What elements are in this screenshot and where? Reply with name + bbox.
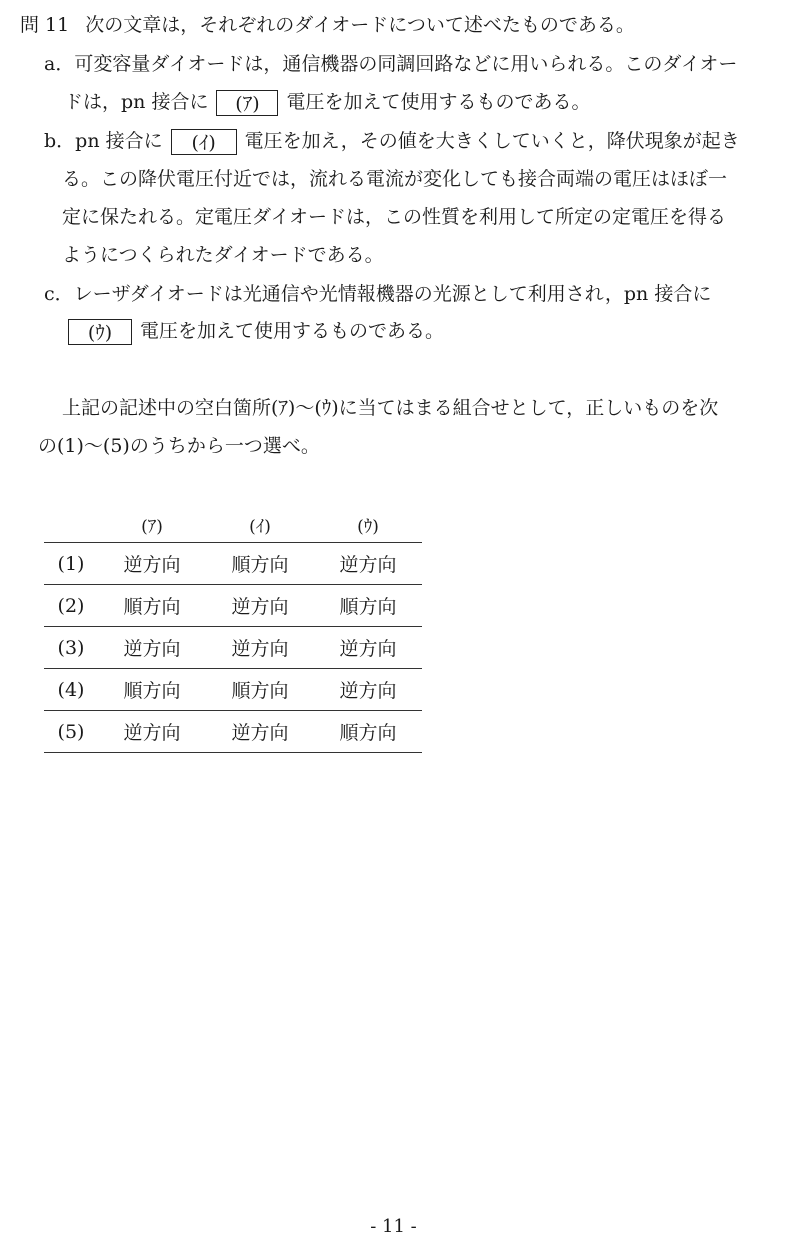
question-header xyxy=(20,12,635,38)
item-b-text-pre: b．pn 接合に xyxy=(44,130,163,152)
option-number: (1) xyxy=(57,552,85,575)
table-cell: 逆方向 xyxy=(123,554,181,576)
item-c-text-post: 電圧を加えて使用するものである。 xyxy=(140,320,445,342)
item-b-line2: る。この降伏電圧付近では，流れる電流が変化しても接合両端の電圧はほぼ一 xyxy=(62,168,728,190)
answer-table xyxy=(44,506,422,753)
question-number: 問 11 xyxy=(20,14,70,36)
question-intro: 次の文章は，それぞれのダイオードについて述べたものである。 xyxy=(85,14,635,36)
table-cell: 順方向 xyxy=(231,554,289,576)
item-b-line1 xyxy=(44,128,740,155)
table-cell: 順方向 xyxy=(123,680,181,702)
item-c-line1: c．レーザダイオードは光通信や光情報機器の光源として利用され，pn 接合に xyxy=(44,283,712,305)
item-a-text-pre: ドは，pn 接合に xyxy=(64,91,209,113)
option-number: (4) xyxy=(57,678,85,701)
instruction-line1: 上記の記述中の空白箇所(ｱ)～(ｳ)に当てはまる組合せとして，正しいものを次 xyxy=(62,397,719,419)
table-cell: 逆方向 xyxy=(123,722,181,744)
table-row xyxy=(44,669,422,711)
option-number: (5) xyxy=(57,720,85,743)
table-cell: 逆方向 xyxy=(339,554,397,576)
item-c-line2 xyxy=(68,318,444,345)
page-number: - 11 - xyxy=(370,1216,417,1237)
table-cell: 逆方向 xyxy=(231,722,289,744)
table-header-row xyxy=(44,506,422,543)
table-header-cell xyxy=(44,506,98,542)
item-b-line3: 定に保たれる。定電圧ダイオードは，この性質を利用して所定の定電圧を得る xyxy=(62,206,727,228)
table-row xyxy=(44,543,422,585)
item-a-text-post: 電圧を加えて使用するものである。 xyxy=(286,91,591,113)
table-cell: 逆方向 xyxy=(231,638,289,660)
table-cell: 順方向 xyxy=(123,596,181,618)
table-cell: 逆方向 xyxy=(339,638,397,660)
item-a-line1: a．可変容量ダイオードは，通信機器の同調回路などに用いられる。このダイオー xyxy=(44,53,738,75)
option-number: (2) xyxy=(57,594,85,617)
item-a-line2 xyxy=(64,89,590,116)
table-header-cell: (ｳ) xyxy=(357,516,379,537)
table-cell: 逆方向 xyxy=(231,596,289,618)
item-b-text-post: 電圧を加え，その値を大きくしていくと，降伏現象が起き xyxy=(244,130,740,152)
blank-a-box: (ｱ) xyxy=(216,90,278,116)
table-row xyxy=(44,627,422,669)
table-row xyxy=(44,711,422,753)
item-b-line4: ようにつくられたダイオードである。 xyxy=(62,244,384,266)
instruction-line2: の(1)～(5)のうちから一つ選べ。 xyxy=(38,435,320,457)
table-cell: 逆方向 xyxy=(339,680,397,702)
table-header-cell: (ｱ) xyxy=(141,516,163,537)
blank-c-box: (ｳ) xyxy=(68,319,132,345)
table-cell: 順方向 xyxy=(339,596,397,618)
table-cell: 順方向 xyxy=(231,680,289,702)
table-cell: 逆方向 xyxy=(123,638,181,660)
table-row xyxy=(44,585,422,627)
option-number: (3) xyxy=(57,636,85,659)
blank-b-box: (ｲ) xyxy=(171,129,237,155)
table-header-cell: (ｲ) xyxy=(249,516,271,537)
table-cell: 順方向 xyxy=(339,722,397,744)
